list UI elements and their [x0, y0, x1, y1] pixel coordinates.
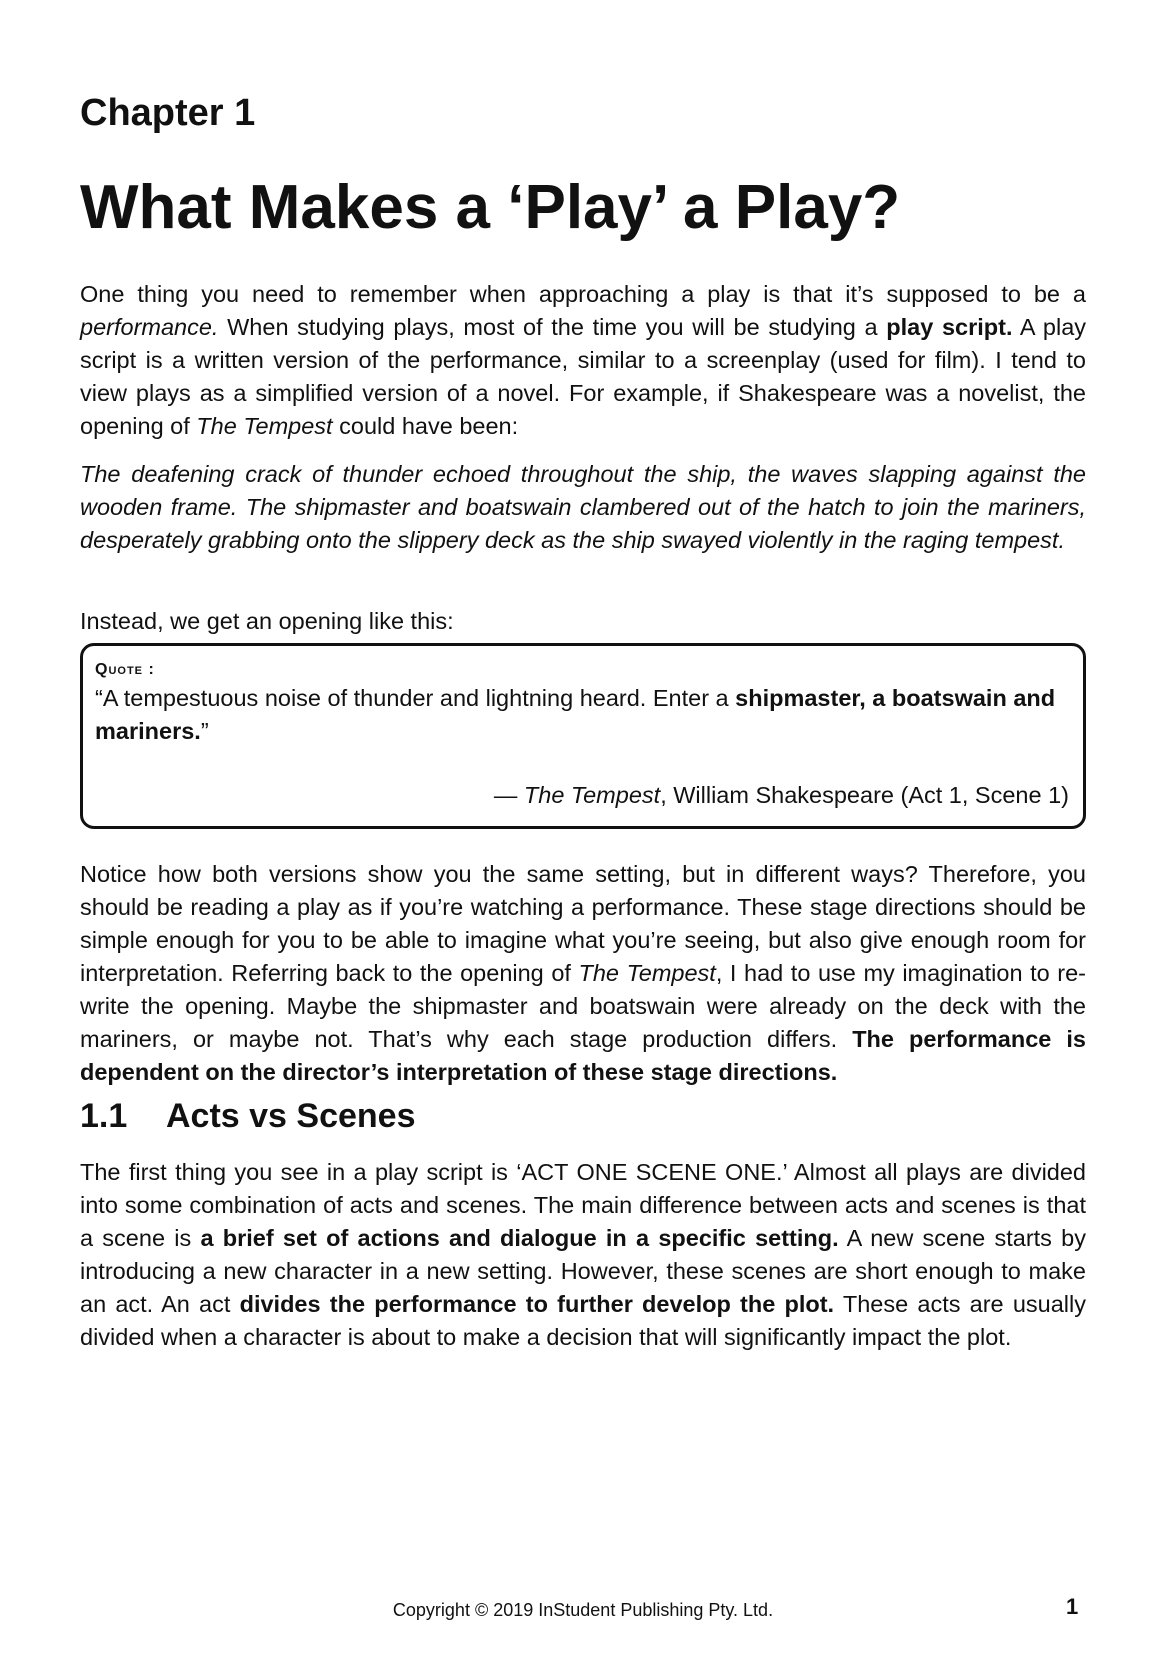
acts-text-3: These acts are usually divided when a character is about to make a decision that will significantly impact the plot.	[80, 1291, 1086, 1350]
acts-text-2: A new scene starts by introducing a new character in a new setting. However, these scenes are short enough to make an act. An act	[80, 1225, 1086, 1317]
quote-text-end: ”	[200, 718, 209, 744]
intro-bold-play-script: play script.	[886, 314, 1013, 340]
intro-emphasis-tempest: The Tempest	[196, 413, 333, 439]
acts-paragraph	[80, 1156, 1086, 1354]
quote-text	[95, 682, 1071, 748]
acts-bold-act-definition: divides the performance to further develop the plot.	[239, 1291, 835, 1317]
intro-text-4: could have been:	[332, 413, 519, 439]
notice-paragraph	[80, 858, 1086, 1089]
quote-attribution	[494, 779, 1069, 812]
intro-text-3: A play script is a written version of the performance, similar to a screenplay (used for film). I tend to view plays as a simplified version of a novel. For example, if Shakespeare was a novelist, the opening of	[80, 314, 1087, 439]
intro-text-1: One thing you need to remember when approaching a play is that it’s supposed to be a	[80, 281, 1086, 307]
quote-attrib-rest: , William Shakespeare (Act 1, Scene 1)	[660, 782, 1069, 808]
intro-paragraph	[80, 278, 1086, 443]
notice-bold-conclusion: The performance is dependent on the director’s interpretation of these stage directions.	[80, 1026, 1086, 1085]
page-number: 1	[1066, 1594, 1079, 1619]
acts-bold-scene-definition: a brief set of actions and dialogue in a specific setting.	[200, 1225, 839, 1251]
quote-attrib-dash: —	[493, 782, 524, 808]
notice-emphasis-tempest: The Tempest	[578, 960, 716, 986]
acts-text-1: The first thing you see in a play script is ‘ACT ONE SCENE ONE.’ Almost all plays are divided into some combination of acts and scenes. The main difference between acts and scenes is that a scene is	[80, 1159, 1086, 1251]
chapter-title: What Makes a ‘Play’ a Play?	[80, 173, 901, 242]
quote-text-bold: shipmaster, a boatswain and mariners.	[95, 685, 1056, 744]
quote-box	[80, 643, 1086, 829]
footer-copyright: Copyright © 2019 InStudent Publishing Pty. Ltd.	[392, 1600, 774, 1620]
instead-text: Instead, we get an opening like this:	[80, 608, 454, 634]
intro-text-2: When studying plays, most of the time you will be studying a	[218, 314, 887, 340]
notice-text-1: Notice how both versions show you the same setting, but in different ways? Therefore, you should be reading a play as if you’re watching a performance. These stage directions should be simple enough for you to be able to imagine what you’re seeing, but also give enough room for interpretation. Referring back to the opening of	[80, 861, 1086, 986]
section-heading	[80, 1096, 416, 1136]
intro-emphasis-performance: performance.	[80, 314, 219, 340]
section-title: Acts vs Scenes	[166, 1097, 416, 1135]
novel-excerpt: The deafening crack of thunder echoed throughout the ship, the waves slapping against the wooden frame. The shipmaster and boatswain clambered out of the hatch to join the mariners, desperately grabbing onto the slippery deck as the ship swayed violently in the raging tempest.	[80, 461, 1086, 553]
quote-label: Quote :	[95, 661, 155, 678]
section-number: 1.1	[80, 1097, 128, 1135]
chapter-label: Chapter 1	[80, 92, 256, 134]
quote-attrib-title: The Tempest	[523, 782, 661, 808]
notice-text-2: , I had to use my imagination to re-write the opening. Maybe the shipmaster and boatswain were already on the deck with the mariners, or maybe not. That’s why each stage production differs.	[80, 960, 1086, 1052]
quote-text-start: “A tempestuous noise of thunder and lightning heard. Enter a	[95, 685, 736, 711]
